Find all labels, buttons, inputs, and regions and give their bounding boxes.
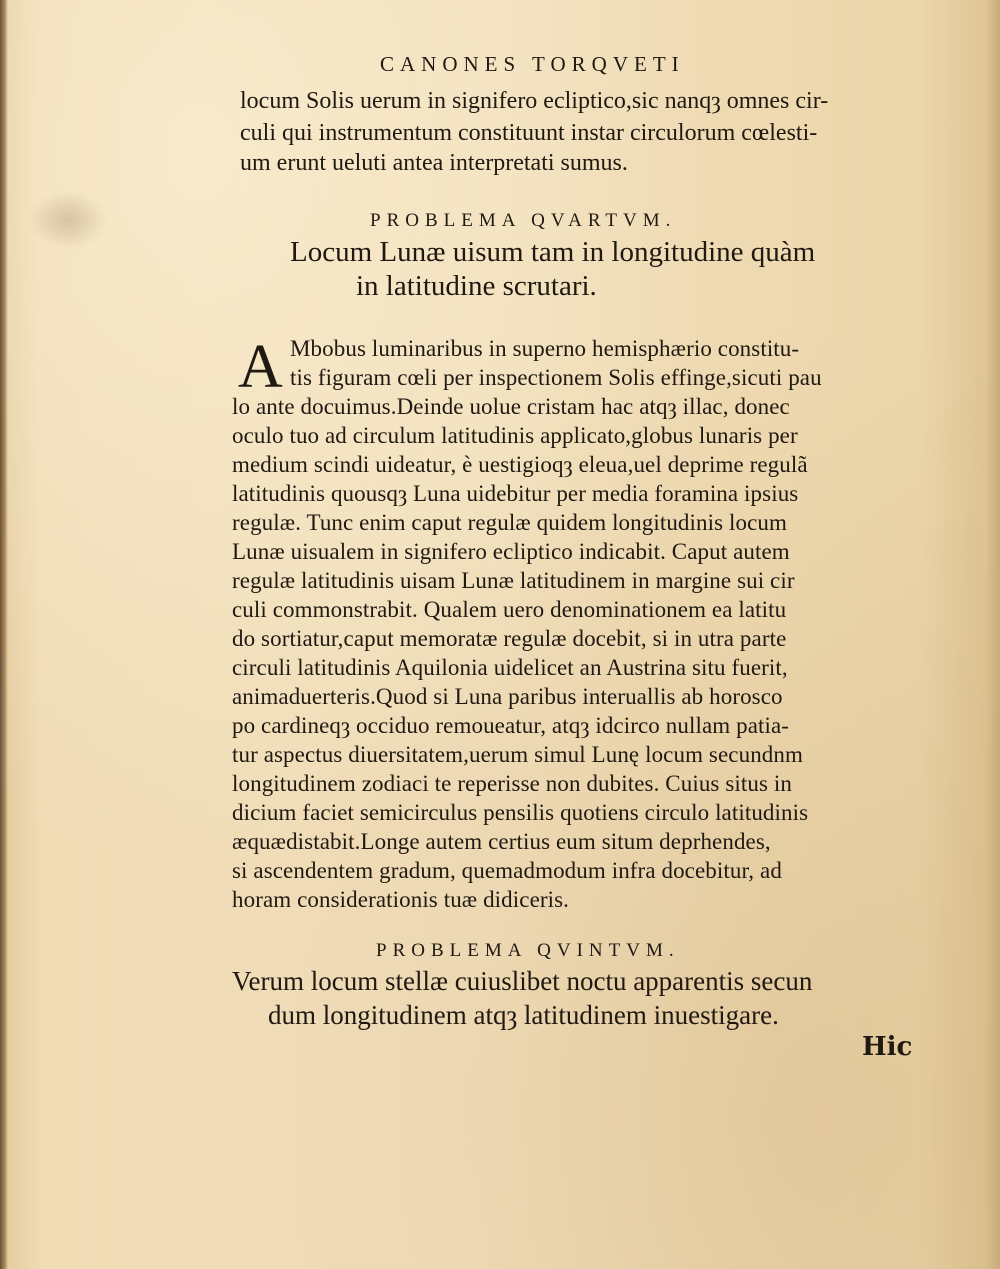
body-line: animaduerteris.Quod si Luna paribus interuallis ab horosco [232,684,783,709]
catchword: Hic [862,1032,913,1062]
page-edge [986,0,1000,1269]
body-line: culi commonstrabit. Qualem uero denominationem ea latitu [232,597,787,622]
running-header: CANONES TORQVETI [380,52,685,76]
intro-line: culi qui instrumentum constituunt instar circulorum cœlesti- [240,120,818,146]
drop-capital: A [238,333,283,401]
body-line: æquædistabit.Longe autem certius eum situm deprhendes, [232,829,771,854]
body-line: do sortiatur,caput memoratæ regulæ docebit, si in utra parte [232,626,787,651]
body-line: si ascendentem gradum, quemadmodum infra docebitur, ad [232,858,782,883]
problem-5-title-line: dum longitudinem atqȝ latitudinem inuestigare. [268,1000,779,1030]
problem-5-title-line: Verum locum stellæ cuiuslibet noctu apparentis secun [232,966,813,996]
problem-4-heading: PROBLEMA QVARTVM. [370,210,677,231]
body-line: medium scindi uideatur, è uestigioqȝ eleua,uel deprime regulã [232,452,808,477]
problem-4-title-line: Locum Lunæ uisum tam in longitudine quàm [290,236,816,268]
body-line: Lunæ uisualem in signifero ecliptico indicabit. Caput autem [232,539,790,564]
problem-4-title-line: in latitudine scrutari. [356,270,597,302]
body-line: oculo tuo ad circulum latitudinis applicato,globus lunaris per [232,423,798,448]
body-line: circuli latitudinis Aquilonia uidelicet an Austrina situ fuerit, [232,655,788,680]
intro-line: locum Solis uerum in signifero ecliptico,sic nanqȝ omnes cir- [240,88,829,114]
body-line: horam considerationis tuæ didiceris. [232,887,570,912]
problem-5-heading: PROBLEMA QVINTVM. [376,940,680,961]
body-line: tis figuram cœli per inspectionem Solis effinge,sicuti pau [290,365,822,390]
paper-stain [28,190,108,250]
body-line: latitudinis quousqȝ Luna uidebitur per media foramina ipsius [232,481,799,506]
body-line: po cardineqȝ occiduo remoueatur, atqȝ idcirco nullam patia- [232,713,790,738]
intro-line: um erunt ueluti antea interpretati sumus. [240,150,628,176]
binding-edge [0,0,8,1269]
body-line: regulæ latitudinis uisam Lunæ latitudinem in margine sui cir [232,568,795,593]
body-line: lo ante docuimus.Deinde uolue cristam hac atqȝ illac, donec [232,394,790,419]
body-line: longitudinem zodiaci te reperisse non dubites. Cuius situs in [232,771,792,796]
body-line: tur aspectus diuersitatem,uerum simul Lunę locum secundnm [232,742,803,767]
body-line: dicium faciet semicirculus pensilis quotiens circulo latitudinis [232,800,809,825]
body-line: Mbobus luminaribus in superno hemisphærio constitu- [290,336,800,361]
body-line: regulæ. Tunc enim caput regulæ quidem longitudinis locum [232,510,788,535]
